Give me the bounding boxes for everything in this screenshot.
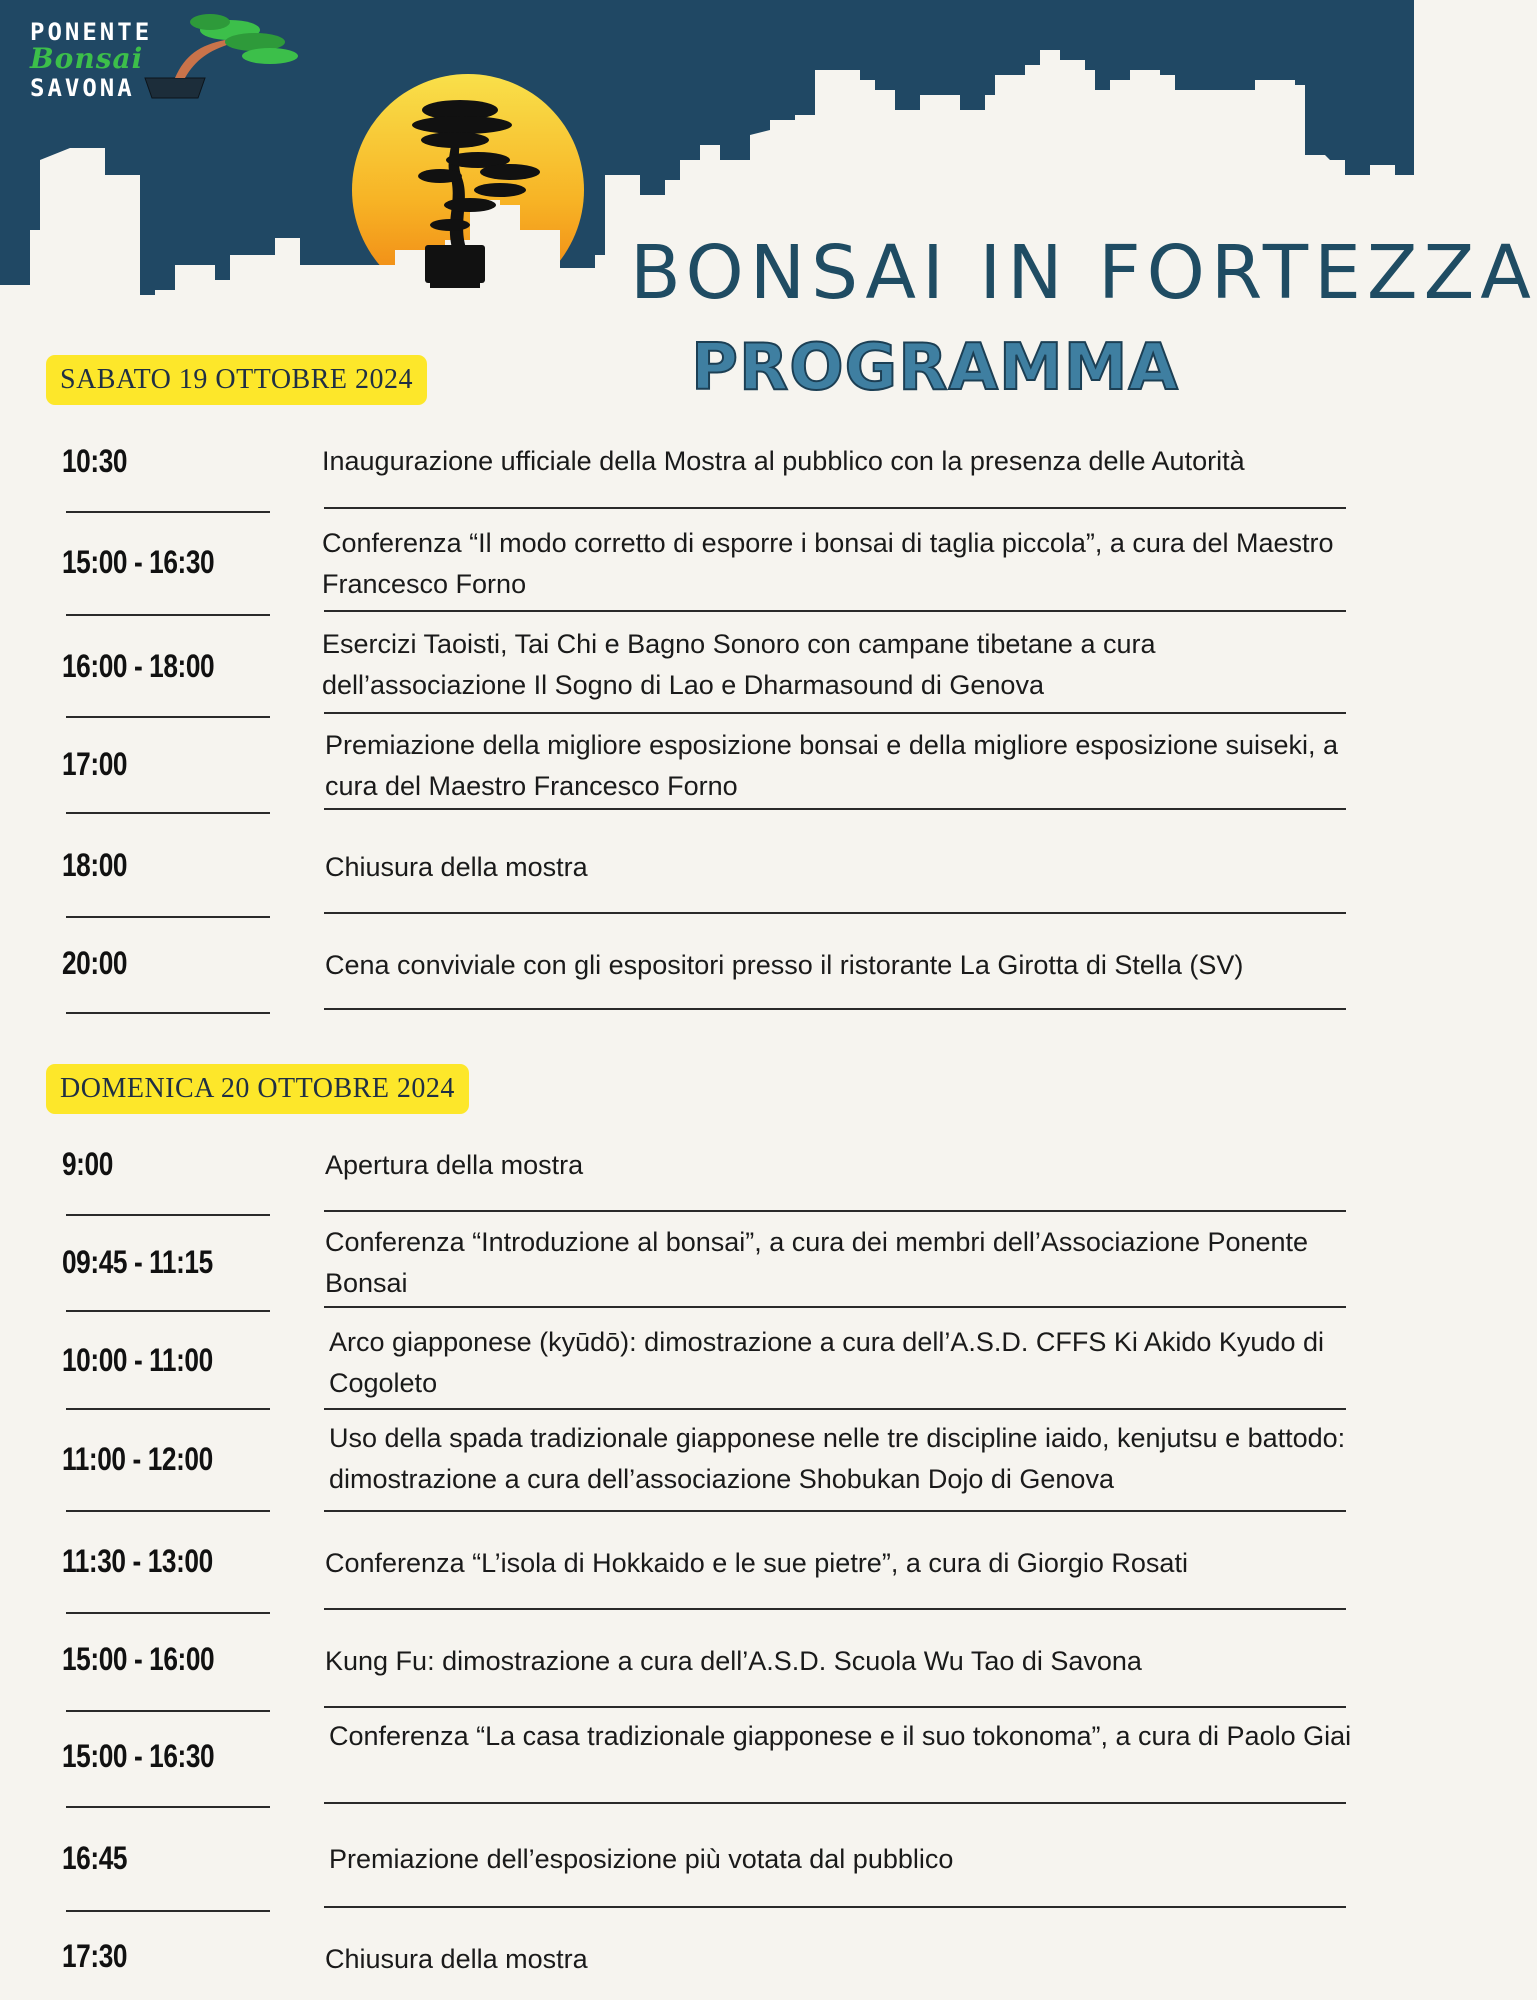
- row-divider: [324, 1210, 1346, 1212]
- row-divider: [66, 1214, 270, 1216]
- row-divider: [324, 610, 1346, 612]
- row-divider: [324, 1802, 1346, 1804]
- program-subtitle: PROGRAMMA: [691, 331, 1179, 405]
- row-divider: [66, 1806, 270, 1808]
- logo-line-2: Bonsai: [30, 42, 144, 75]
- row-divider: [324, 1510, 1346, 1512]
- event-description: Chiusura della mostra: [325, 852, 588, 882]
- row-divider: [66, 1910, 270, 1912]
- event-time: 16:45: [62, 1840, 128, 1876]
- event-description: Premiazione dell’esposizione più votata dal pubblico: [329, 1844, 954, 1874]
- event-description: Arco giapponese (kyūdō): dimostrazione a cura dell’A.S.D. CFFS Ki Akido Kyudo di Cogoleto: [329, 1327, 1324, 1398]
- event-description: Cena conviviale con gli espositori presso il ristorante La Girotta di Stella (SV): [325, 950, 1244, 980]
- event-time: 10:00 - 11:00: [62, 1342, 213, 1378]
- row-divider: [324, 1306, 1346, 1308]
- logo-line-1: PONENTE: [30, 18, 153, 46]
- event-description: Inaugurazione ufficiale della Mostra al pubblico con la presenza delle Autorità: [322, 446, 1245, 476]
- row-divider: [66, 1612, 270, 1614]
- ponente-bonsai-logo: [30, 18, 310, 108]
- event-time: 9:00: [62, 1146, 113, 1182]
- row-divider: [324, 1706, 1346, 1708]
- row-divider: [66, 916, 270, 918]
- event-title: BONSAI IN FORTEZZA: [630, 230, 1537, 316]
- row-divider: [66, 1510, 270, 1512]
- event-time: 17:00: [62, 746, 128, 782]
- row-divider: [66, 614, 270, 616]
- row-divider: [324, 808, 1346, 810]
- row-divider: [324, 507, 1346, 509]
- event-description: Uso della spada tradizionale giapponese nelle tre discipline iaido, kenjutsu e battodo: dimostrazione a cura dell’associazione Shobukan Dojo di Genova: [329, 1423, 1346, 1494]
- event-time: 15:00 - 16:00: [62, 1641, 215, 1677]
- event-time: 20:00: [62, 945, 128, 981]
- event-time: 17:30: [62, 1938, 128, 1974]
- event-time: 11:30 - 13:00: [62, 1543, 213, 1579]
- event-time: 15:00 - 16:30: [62, 1738, 215, 1774]
- row-divider: [324, 912, 1346, 914]
- event-description: Apertura della mostra: [325, 1150, 584, 1180]
- row-divider: [66, 716, 270, 718]
- row-divider: [324, 1906, 1346, 1908]
- event-description: Kung Fu: dimostrazione a cura dell’A.S.D. Scuola Wu Tao di Savona: [325, 1646, 1142, 1676]
- event-time: 16:00 - 18:00: [62, 648, 215, 684]
- row-divider: [324, 1408, 1346, 1410]
- row-divider: [324, 1608, 1346, 1610]
- event-description: Conferenza “Il modo corretto di esporre i bonsai di taglia piccola”, a cura del Maestro Francesco Forno: [322, 528, 1334, 599]
- event-description: Conferenza “L’isola di Hokkaido e le sue pietre”, a cura di Giorgio Rosati: [325, 1548, 1188, 1578]
- row-divider: [66, 1408, 270, 1410]
- event-time: 18:00: [62, 847, 128, 883]
- event-time: 09:45 - 11:15: [62, 1244, 213, 1280]
- row-divider: [66, 1012, 270, 1014]
- row-divider: [324, 712, 1346, 714]
- logo-line-3: SAVONA: [30, 74, 135, 102]
- event-description: Chiusura della mostra: [325, 1944, 588, 1974]
- header-banner: [0, 0, 1537, 405]
- event-description: Conferenza “La casa tradizionale giapponese e il suo tokonoma”, a cura di Paolo Giai: [329, 1721, 1352, 1751]
- row-divider: [66, 1310, 270, 1312]
- saturday-date-badge: SABATO 19 OTTOBRE 2024: [46, 355, 427, 405]
- event-description: Premiazione della migliore esposizione bonsai e della migliore esposizione suiseki, a cura del Maestro Francesco Forno: [325, 730, 1339, 801]
- event-description: Esercizi Taoisti, Tai Chi e Bagno Sonoro con campane tibetane a cura dell’associazione Il Sogno di Lao e Dharmasound di Genova: [322, 629, 1156, 700]
- event-time: 15:00 - 16:30: [62, 544, 215, 580]
- row-divider: [66, 1710, 270, 1712]
- sunday-date-badge: DOMENICA 20 OTTOBRE 2024: [46, 1064, 469, 1114]
- event-time: 11:00 - 12:00: [62, 1441, 213, 1477]
- row-divider: [324, 1008, 1346, 1010]
- event-time: 10:30: [62, 443, 128, 479]
- row-divider: [66, 511, 270, 513]
- row-divider: [66, 812, 270, 814]
- event-description: Conferenza “Introduzione al bonsai”, a cura dei membri dell’Associazione Ponente Bonsai: [325, 1227, 1309, 1298]
